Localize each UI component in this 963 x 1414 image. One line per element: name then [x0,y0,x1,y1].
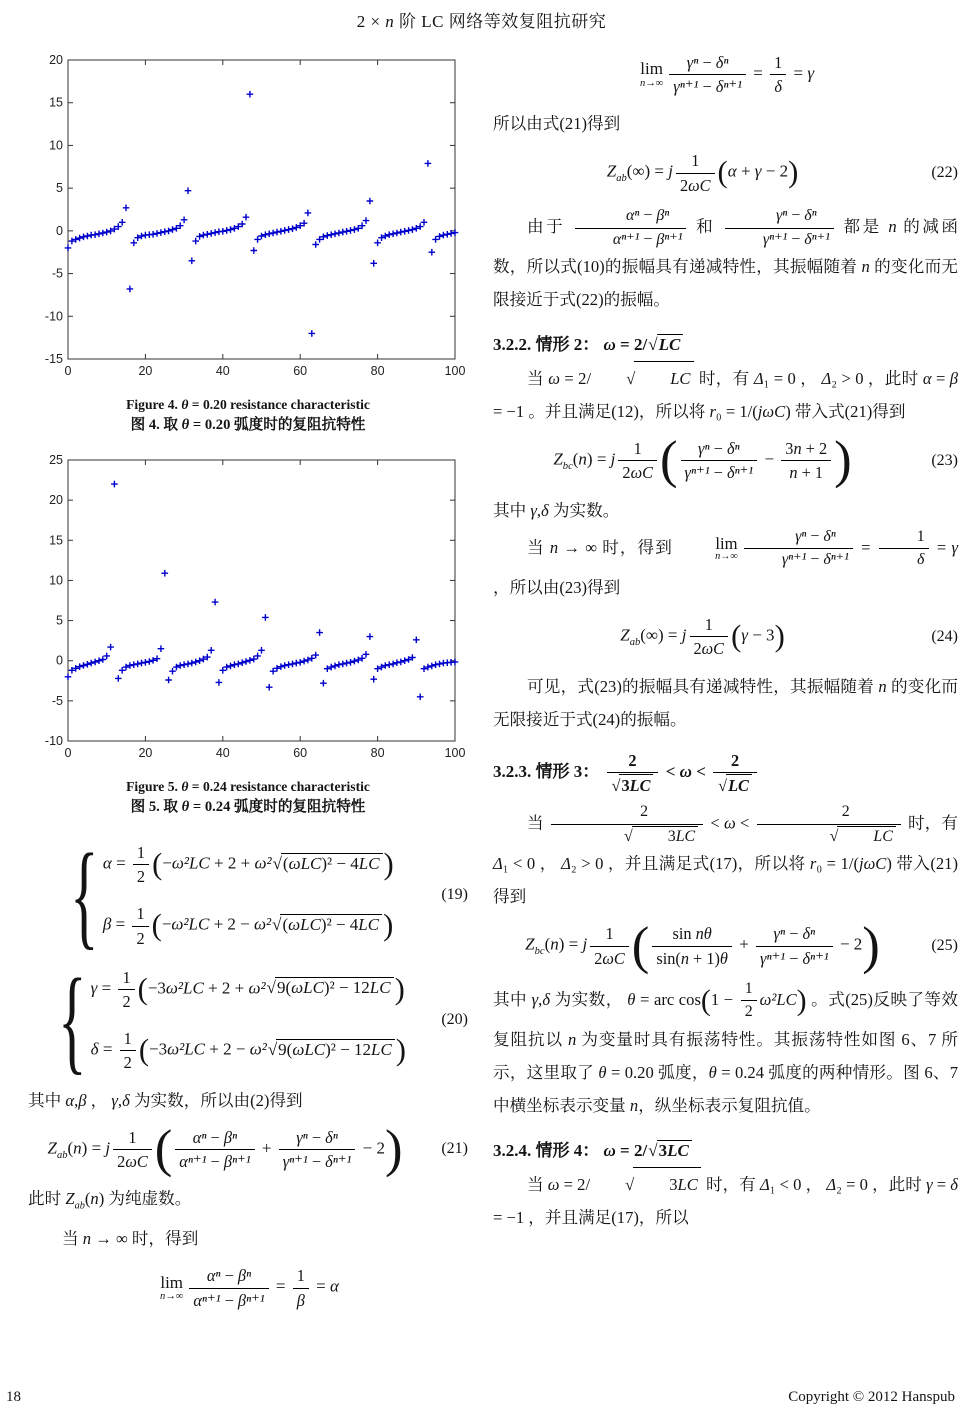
equation-22: $Z_{ab}(\infty) = j$ $\frac{1}{2\omega C}$ (α + γ − 2) (22) [606,151,958,195]
equation-number: (24) [931,627,958,645]
equation-19-line-2: β = $\frac{1}{2}$ (−ω²LC + 2 − ω² √ (ωLC)² − 4LC ) [102,904,394,948]
equation-25: $Z_{bc}(n) = j$ $\frac{1}{2\omega C}$ ( $\frac{\text{sin nθ}}{\sin(n + 1)\theta}$ + $\frac{\text{γⁿ − δⁿ}}{\text{γⁿ⁺¹ − δⁿ⁺¹}}$ − 2) (25) [525,916,958,975]
x-tick-label: 60 [293,746,308,760]
equation-lim-gamma: lim n→∞ $\frac{\text{γⁿ − δⁿ}}{\text{γⁿ⁺¹ − δⁿ⁺¹}}$ = $\frac{1}{\delta}$ = γ [639,53,815,97]
paragraph-case-4: 当 ω = 2/ √ 3LC 时，有 Δ₁ < 0 ， Δ₂ = 0 ，此时 γ = δ = −1 ，并且满足(17)，所以 [493,1167,958,1234]
paragraph-so-eq21: 所以由式(21)得到 [493,114,621,134]
y-tick-label: 15 [49,533,63,548]
y-tick-label: -10 [44,309,63,324]
paragraph-theta: 其中 γ,δ 为实数， θ = arc cos(1 − $\frac{1}{2}$ ω²LC) 。式(25)反映了等效复阻抗以 n 为变量时具有振荡特性。其振荡特性如图 6、7 所示，这里取了 θ = 0.20 弧度，θ = 0.24 弧度的两种情形。图 6、7 中横坐标表示变量 n，纵坐标表示复阻抗值。 [493,979,958,1116]
x-tick-label: 60 [293,364,308,378]
x-tick-label: 100 [444,746,465,760]
equation-20-line-2: δ = $\frac{1}{2}$ (−3ω²LC + 2 − ω² √ 9(ωLC)² − 12LC ) [90,1029,406,1073]
y-tick-label: -5 [51,693,63,708]
figure-4-caption [28,395,468,436]
paragraph-case-3: 当 2 √ 3LC < ω < 2 √ LC 时，有 Δ₁ < 0 ， Δ₂ > 0 ，并且满足式(17)，所以将 r₀ = 1/(jωC) 带入(21)得到 [493,802,959,907]
figure-5-caption-zh: 图 5. 取 θ = 0.24 弧度时的复阻抗特性 [130,799,366,815]
figure-5-plot [31,450,465,768]
y-tick-label: 15 [49,95,63,110]
equation-number: (22) [931,164,958,182]
figure-4-caption-zh: 图 4. 取 θ = 0.20 弧度时的复阻抗特性 [130,417,366,433]
data-points [65,91,459,337]
figure-5 [28,450,468,818]
y-tick-label: -15 [44,352,63,366]
x-tick-label: 0 [64,364,72,378]
equation-lim-alpha: lim n→∞ $\frac{\text{αⁿ − βⁿ}}{\text{αⁿ⁺¹ − βⁿ⁺¹}}$ = $\frac{1}{\beta}$ = α [160,1266,339,1310]
figure-5-caption-en: Figure 5. θ = 0.24 resistance characteristic [126,779,370,794]
y-tick-label: 20 [49,53,63,67]
x-tick-label: 40 [215,746,230,760]
page-number: 18 [6,1389,21,1405]
figure-4-caption-en: Figure 4. θ = 0.20 resistance characteristic [126,397,370,412]
equation-number: (21) [441,1140,468,1158]
paragraph-decreasing: 由于 $\frac{\text{αⁿ − βⁿ}}{\text{αⁿ⁺¹ − βⁿ⁺¹}}$ 和 $\frac{\text{γⁿ − δⁿ}}{\text{γⁿ⁺¹ − δⁿ⁺¹}}$ 都是 n 的减函数，所以式(10)的振幅具有递减特性，其振幅随着 n 的变化而无限接近于式(22)的振幅。 [493,206,959,310]
y-tick-label: -5 [51,266,63,281]
y-tick-label: 0 [56,653,63,668]
equation-21: $Z_{ab}(n) = j$ $\frac{1}{2\omega C}$ ( $\frac{\text{αⁿ − βⁿ}}{\text{αⁿ⁺¹ − βⁿ⁺¹}}$ + $\frac{\text{γⁿ − δⁿ}}{\text{γⁿ⁺¹ − δⁿ⁺¹}}$ − 2) (21) [47,1119,468,1178]
equation-number: (20) [441,1011,468,1029]
y-tick-label: 20 [49,493,63,508]
paragraph-limit-inline: 当 n → ∞ 时，得到 lim n→∞ $\frac{\text{γⁿ − δⁿ}}{\text{γⁿ⁺¹ − δⁿ⁺¹}}$ = $\frac{1}{\delta}$ = γ ，所以由(23)得到 [493,527,958,598]
x-tick-label: 40 [215,364,230,378]
equation-24: $Z_{ab}(\infty) = j$ $\frac{1}{2\omega C}$ (γ − 3) (24) [620,615,958,659]
x-tick-label: 20 [138,364,153,378]
equation-19-cases: { α = $\frac{1}{2}$ (−ω²LC + 2 + ω² √ (ωLC)² − 4LC ) β = $\frac{1}{2}$ (−ω²LC + 2 − ω² √ (ωLC)² − 4LC ) [70,829,394,961]
equation-23: $Z_{bc}(n) = j$ $\frac{1}{2\omega C}$ ( $\frac{\text{γⁿ − δⁿ}}{\text{γⁿ⁺¹ − δⁿ⁺¹}}$ − $\frac{3n + 2}{n + 1}$ ) (23) [553,431,958,490]
page-title: 2 × n 阶 LC 网络等效复阻抗研究 [356,12,607,31]
equation-20 [28,954,468,1086]
equation-20-cases: { γ = $\frac{1}{2}$ (−3ω²LC + 2 + ω² √ 9(ωLC)² − 12LC ) δ = $\frac{1}{2}$ (−3ω²LC + 2 − ω² √ 9(ωLC)² − 12LC ) [58,954,406,1086]
figure-4-plot [31,50,465,386]
figure-4 [28,50,468,436]
equation-19 [28,829,468,961]
x-tick-label: 20 [138,746,153,760]
data-points [65,481,459,700]
y-tick-label: -10 [44,734,63,748]
copyright: Copyright © 2012 Hanspub [788,1389,955,1405]
section-heading-3-2-2: 3.2.2. 情形 2： ω = 2/ √ LC [493,330,958,355]
left-column [28,50,468,1321]
y-tick-label: 10 [49,573,63,588]
equation-number: (19) [441,886,468,904]
paragraph-real-numbers: 其中 α,β ， γ,δ 为实数，所以由(2)得到 [28,1090,303,1110]
paragraph-pure-imaginary: 此时 $Z_{ab}(n)$ 为纯虚数。 [28,1189,192,1212]
equation-number: (23) [931,451,958,469]
paragraph-visible: 可见，式(23)的振幅具有递减特性，其振幅随着 n 的变化而无限接近于式(24)的振幅。 [493,676,958,729]
axes-box [68,460,455,741]
section-heading-3-2-4: 3.2.4. 情形 4： ω = 2/ √ 3LC [493,1136,958,1161]
equation-19-line-1: α = $\frac{1}{2}$ (−ω²LC + 2 + ω² √ (ωLC)² − 4LC ) [102,843,394,887]
x-tick-label: 80 [370,746,385,760]
y-tick-label: 25 [49,453,63,467]
paragraph-n-to-infinity: 当 n → ∞ 时，得到 [62,1229,199,1249]
y-tick-label: 0 [56,223,63,238]
right-column [493,52,958,1234]
paragraph-gamma-delta-real: 其中 γ,δ 为实数。 [493,500,620,520]
y-tick-label: 5 [56,181,63,196]
equation-number: (25) [931,937,958,955]
figure-5-caption [28,777,468,818]
paragraph-case-2: 当 ω = 2/ √ LC 时，有 Δ₁ = 0 ， Δ₂ > 0 ，此时 α = β = −1 。并且满足(12)，所以将 r₀ = 1/(jωC) 带入式(21)得到 [493,361,958,428]
section-heading-3-2-3: 3.2.3. 情形 3： 2 √ 3LC < ω < 2 √ LC [493,750,958,796]
y-tick-label: 10 [49,138,63,153]
y-tick-label: 5 [56,613,63,628]
x-tick-label: 80 [370,364,385,378]
x-tick-label: 100 [444,364,465,378]
x-tick-label: 0 [64,746,72,760]
equation-20-line-1: γ = $\frac{1}{2}$ (−3ω²LC + 2 + ω² √ 9(ωLC)² − 12LC ) [90,967,405,1012]
